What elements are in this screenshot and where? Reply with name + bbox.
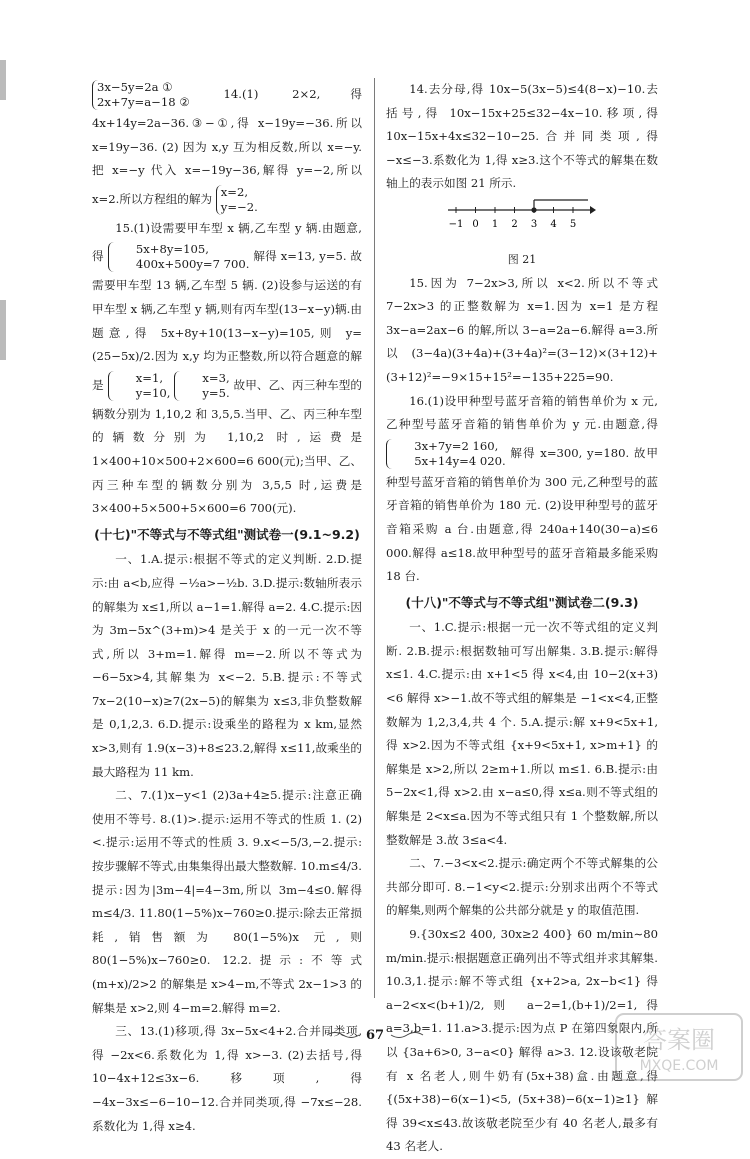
section-heading-18: (十八)"不等式与不等式组"测试卷二(9.3) [405, 594, 639, 610]
answer-15-right: 15.因为 7−2x>3,所以 x<2.所以不等式 7−2x>3 的正整数解为 x=1.因为 x=1 是方程 3x−a=2ax−6 的解,所以 3−a=2a−6.解得 a=3.所以(3−4a)(3+4a)+(3+4a)²=(3−12)×(3+12)+(3+12)²=−9×15+15²=−135+225=90. [386, 275, 658, 384]
equation-system: 3x−5y=2a ① 2x+7y=a−18 ② [92, 80, 190, 110]
number-line-tick-label: 1 [491, 218, 499, 230]
equation-system: 3x+7y=2 160, 5x+14y=4 020. [386, 439, 506, 469]
answer-17-part3: 三、13.(1)移项,得 3x−5x<4+2.合并同类项,得 −2x<6.系数化为 1,得 x>−3. (2)去括号,得 10−4x+12≤3x−6.移项,得 −4x−3x≤−6−10−12.合并同类项,得 −7x≤−28.系数化为 1,得 x≥4. [92, 1024, 362, 1133]
page-number: 67 [365, 1028, 385, 1043]
watermark-subtext: MXQE.COM [639, 1058, 719, 1074]
binding-edge-mark [0, 300, 6, 360]
right-column [386, 78, 658, 1159]
number-line-svg [446, 196, 596, 234]
answer-15-left: 15.(1)设需要甲车型 x 辆,乙车型 y 辆.由题意,得 5x+8y=105, 400x+500y=7 700. 解得 x=13, y=5. 故需要甲车型 13 辆,乙车型 5 辆. (2)设参与运送的有甲车型 x 辆,乙车型 y 辆,则有丙车型(13−x−y)辆.由题意,得 5x+8y+10(13−x−y)=105,则 y=(25−5x)/2.因为 x,y 均为正整数,所以符合题意的解是 x=1, y=10, x=3, y=5. 故甲、乙、丙三种车型的辆数分别为 1,10,2 和 3,5,5.当甲、乙、丙三种车型的辆数分别为 1,10,2 时,运费是 1×400+10×500+2×600=6 600(元);当甲、乙、丙三种车型的辆数分别为 3,5,5 时,运费是 3×400+5×500+5×600=6 700(元). [92, 220, 363, 516]
column-divider [374, 78, 375, 998]
answer-14-left: 3x−5y=2a ① 2x+7y=a−18 ② 14.(1) 2×2,得 4x+14y=2a−36.③−①,得 x−19y=−36.所以 x=19y−36. (2) 因为 x,y 互为相反数,所以 x=−y.把 x=−y 代入 x=−19y−36,解得 y=−2,所以 x=2.所以方程组的解为 x=2, y=−2. [92, 80, 362, 214]
number-line-figure [386, 196, 658, 248]
equation-system: 5x+8y=105, 400x+500y=7 700. [108, 242, 250, 272]
equation-system: x=2, y=−2. [216, 185, 258, 215]
equation-system: x=3, y=5. [174, 371, 230, 401]
figure-caption: 图 21 [507, 252, 537, 266]
number-line-tick-label: 4 [550, 218, 557, 230]
answer-18-part2: 二、7.−3<x<2.提示:确定两个不等式解集的公共部分即可. 8.−1<y<2.提示:分别求出两个不等式的解集,则两个解集的公共部分就是 y 的取值范围. [386, 856, 658, 918]
equation-system: x=1, y=10, [108, 371, 171, 401]
number-line-tick-label: 0 [472, 218, 479, 230]
answer-18-part1: 一、1.C.提示:根据一元一次不等式组的定义判断. 2.B.提示:根据数轴可写出解集. 3.B.提示:解得 x≤1. 4.C.提示:由 x+1<5 得 x<4,由 10−2(x+3)<6 解得 x>−1.故不等式组的解集是 −1<x<4,正整数解为 1,2,3,4,共 4 个. 5.A.提示:解 x+9<5x+1,得 x>2.因为不等式组 {x+9<5x+1, x>m+1} 的解集是 x>2,所以 2≥m+1.所以 m≤1. 6.B.提示:由 5−2x<1,得 x>2.由 x−a≤0,得 x≤a.则不等式组的解集是 2<x≤a.因为不等式组只有 1 个整数解,所以整数解是 3.故 3≤a<4. [386, 620, 658, 847]
watermark-text: 答案圈 [643, 1026, 715, 1054]
answer-16: 16.(1)设甲种型号蓝牙音箱的销售单价为 x 元,乙种型号蓝牙音箱的销售单价为 y 元.由题意,得 3x+7y=2 160, 5x+14y=4 020. 解得 x=300, y=180. 故甲种型号蓝牙音箱的销售单价为 300 元,乙种型号的蓝牙音箱的销售单价为 180 元. (2)设甲种型号的蓝牙音箱采购 a 台.由题意,得 240a+140(30−a)≤6 000.解得 a≤18.故甲种型号的蓝牙音箱最多能采购 18 台. [386, 393, 659, 584]
watermark-logo-icon [614, 1012, 744, 1082]
binding-edge-mark [0, 60, 6, 100]
number-line-tick-label: −1 [448, 218, 464, 230]
answer-14-right: 14.去分母,得 10x−5(3x−5)≤4(8−x)−10.去括号,得 10x−15x+25≤32−4x−10.移项,得 10x−15x+4x≤32−10−25.合并同类项,得 −x≤−3.系数化为 1,得 x≥3.这个不等式的解集在数轴上的表示如图 21 所示. [386, 82, 658, 191]
answer-17-part2: 二、7.(1)x−y<1 (2)3a+4≥5.提示:注意正确使用不等号. 8.(1)>.提示:运用不等式的性质 1. (2)<.提示:运用不等式的性质 3. 9.x<−5/3,−2.提示:按步骤解不等式,由集集得出最大整数解. 10.m≤4/3.提示:因为|3m−4|=4−3m,所以 3m−4≤0.解得 m≤4/3. 11.80(1−5%)x−760≥0.提示:除去正常损耗,销售额为 80(1−5%)x 元,则 80(1−5%)x−760≥0. 12.2.提示:不等式 (m+x)/2>2 的解集是 x>4−m,不等式 2x−1>3 的解集是 x>2,则 4−m=2.解得 m=2. [92, 788, 362, 1015]
answer-18-part3: 9.{30x≤2 400, 30x≥2 400} 60 m/min∼80 m/min.提示:根据题意正确列出不等式组并求其解集. 10.3,1.提示:解不等式组 {x+2>a, 2x−b<1} 得 a−2<x<(b+1)/2,则 a−2=1,(b+1)/2=1,得 a=3,b=1. 11.a>3.提示:因为点 P 在第四象限内,所以 {3a+6>0, 3−a<0} 解得 a>3. 12.设该敬老院有 x 名老人,则牛奶有(5x+38)盒.由题意,得 {(5x+38)−6(x−1)<5, (5x+38)−6(x−1)≥1} 解得 39<x≤43.故该敬老院至少有 40 名老人,最多有 43 名老人. [386, 927, 658, 1154]
number-line-tick-label: 3 [530, 218, 538, 230]
left-ornament-icon [325, 1030, 361, 1040]
number-line-tick-label: 2 [511, 218, 518, 230]
answer-17-part1: 一、1.A.提示:根据不等式的定义判断. 2.D.提示:由 a<b,应得 −½a>−½b. 3.D.提示:数轴所表示的解集为 x≤1,所以 a−1=1.解得 a=2. 4.C.提示:因为 3m−5x^(3+m)>4 是关于 x 的一元一次不等式,所以 3+m=1.解得 m=−2.所以不等式为 −6−5x>4,其解集为 x<−2. 5.B.提示:不等式 7x−2(10−x)≥7(2x−5)的解集为 x≤3,非负整数解是 0,1,2,3. 6.D.提示:设乘坐的路程为 x km,显然 x>3,则有 1.9(x−3)+8≤23.2,解得 x≤11,故乘坐的最大路程为 11 km. [92, 552, 362, 779]
number-line-tick-label: 5 [569, 218, 577, 230]
section-heading-17: (十七)"不等式与不等式组"测试卷一(9.1~9.2) [94, 526, 360, 542]
left-column [92, 78, 362, 1138]
right-ornament-icon [389, 1030, 425, 1040]
